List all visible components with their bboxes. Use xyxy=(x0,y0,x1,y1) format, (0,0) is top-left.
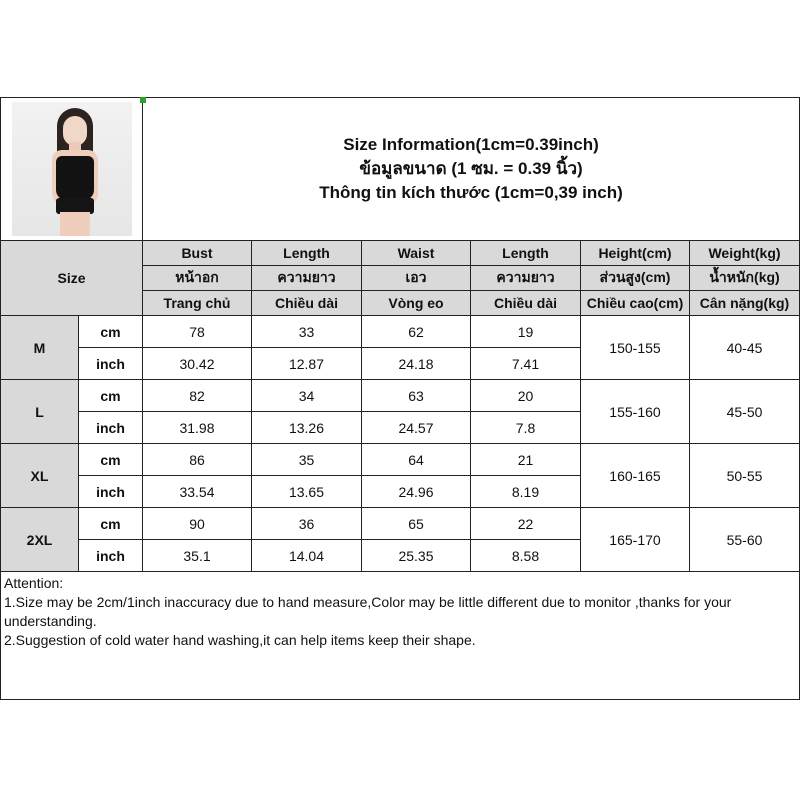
col-waist-th: เอว xyxy=(362,266,471,291)
unit-cm: cm xyxy=(79,380,143,412)
2xl-inch-length2: 8.58 xyxy=(471,540,581,572)
size-l: L xyxy=(1,380,79,444)
l-weight: 45-50 xyxy=(690,380,800,444)
col-length-th: ความยาว xyxy=(252,266,362,291)
col-height-vi: Chiều cao(cm) xyxy=(581,291,690,316)
unit-cm: cm xyxy=(79,508,143,540)
l-cm-waist: 63 xyxy=(362,380,471,412)
col-height-en: Height(cm) xyxy=(581,241,690,266)
m-inch-length: 12.87 xyxy=(252,348,362,380)
m-weight: 40-45 xyxy=(690,316,800,380)
attention-line-1: 1.Size may be 2cm/1inch inaccuracy due to hand measure,Color may be little different due to monitor ,thanks for your understanding. xyxy=(4,594,732,629)
xl-cm-bust: 86 xyxy=(143,444,252,476)
m-height: 150-155 xyxy=(581,316,690,380)
corner-marker-icon xyxy=(140,97,146,103)
m-inch-waist: 24.18 xyxy=(362,348,471,380)
title-line-en: Size Information(1cm=0.39inch) xyxy=(343,135,599,154)
m-cm-waist: 62 xyxy=(362,316,471,348)
col-length-en: Length xyxy=(252,241,362,266)
xl-inch-waist: 24.96 xyxy=(362,476,471,508)
title-line-th: ข้อมูลขนาด (1 ซม. = 0.39 นิ้ว) xyxy=(359,159,583,178)
m-cm-length: 33 xyxy=(252,316,362,348)
size-2xl: 2XL xyxy=(1,508,79,572)
col-bust-vi: Trang chủ xyxy=(143,291,252,316)
l-cm-bust: 82 xyxy=(143,380,252,412)
size-table xyxy=(0,97,800,572)
unit-inch: inch xyxy=(79,540,143,572)
xl-cm-length: 35 xyxy=(252,444,362,476)
m-inch-length2: 7.41 xyxy=(471,348,581,380)
table-row xyxy=(1,508,800,540)
xl-inch-bust: 33.54 xyxy=(143,476,252,508)
unit-inch: inch xyxy=(79,412,143,444)
attention-notes xyxy=(0,572,800,700)
size-chart-sheet xyxy=(0,97,799,703)
size-header: Size xyxy=(1,241,143,316)
size-m: M xyxy=(1,316,79,380)
col-waist-vi: Vòng eo xyxy=(362,291,471,316)
l-inch-waist: 24.57 xyxy=(362,412,471,444)
xl-inch-length2: 8.19 xyxy=(471,476,581,508)
2xl-cm-waist: 65 xyxy=(362,508,471,540)
model-photo xyxy=(12,102,132,236)
title-line-vi: Thông tin kích thước (1cm=0,39 inch) xyxy=(319,183,623,202)
col-length2-vi: Chiều dài xyxy=(471,291,581,316)
2xl-cm-bust: 90 xyxy=(143,508,252,540)
unit-cm: cm xyxy=(79,444,143,476)
col-weight-th: น้ำหนัก(kg) xyxy=(690,266,800,291)
model-photo-cell xyxy=(1,98,143,241)
l-inch-bust: 31.98 xyxy=(143,412,252,444)
size-xl: XL xyxy=(1,444,79,508)
col-height-th: ส่วนสูง(cm) xyxy=(581,266,690,291)
2xl-inch-length: 14.04 xyxy=(252,540,362,572)
2xl-cm-length: 36 xyxy=(252,508,362,540)
2xl-inch-waist: 25.35 xyxy=(362,540,471,572)
l-inch-length2: 7.8 xyxy=(471,412,581,444)
m-cm-bust: 78 xyxy=(143,316,252,348)
m-cm-length2: 19 xyxy=(471,316,581,348)
attention-heading: Attention: xyxy=(4,575,64,591)
2xl-inch-bust: 35.1 xyxy=(143,540,252,572)
2xl-weight: 55-60 xyxy=(690,508,800,572)
table-row xyxy=(1,316,800,348)
col-bust-th: หน้าอก xyxy=(143,266,252,291)
col-waist-en: Waist xyxy=(362,241,471,266)
table-row xyxy=(1,380,800,412)
m-inch-bust: 30.42 xyxy=(143,348,252,380)
l-cm-length2: 20 xyxy=(471,380,581,412)
xl-height: 160-165 xyxy=(581,444,690,508)
l-cm-length: 34 xyxy=(252,380,362,412)
xl-inch-length: 13.65 xyxy=(252,476,362,508)
l-inch-length: 13.26 xyxy=(252,412,362,444)
unit-inch: inch xyxy=(79,476,143,508)
2xl-height: 165-170 xyxy=(581,508,690,572)
col-length-vi: Chiều dài xyxy=(252,291,362,316)
xl-cm-waist: 64 xyxy=(362,444,471,476)
col-weight-en: Weight(kg) xyxy=(690,241,800,266)
xl-weight: 50-55 xyxy=(690,444,800,508)
xl-cm-length2: 21 xyxy=(471,444,581,476)
header-row-en xyxy=(1,241,800,266)
unit-cm: cm xyxy=(79,316,143,348)
l-height: 155-160 xyxy=(581,380,690,444)
attention-line-2: 2.Suggestion of cold water hand washing,it can help items keep their shape. xyxy=(4,632,476,648)
col-bust-en: Bust xyxy=(143,241,252,266)
2xl-cm-length2: 22 xyxy=(471,508,581,540)
col-weight-vi: Cân nặng(kg) xyxy=(690,291,800,316)
unit-inch: inch xyxy=(79,348,143,380)
col-length2-th: ความยาว xyxy=(471,266,581,291)
size-information-title xyxy=(143,98,800,241)
col-length2-en: Length xyxy=(471,241,581,266)
table-row xyxy=(1,444,800,476)
